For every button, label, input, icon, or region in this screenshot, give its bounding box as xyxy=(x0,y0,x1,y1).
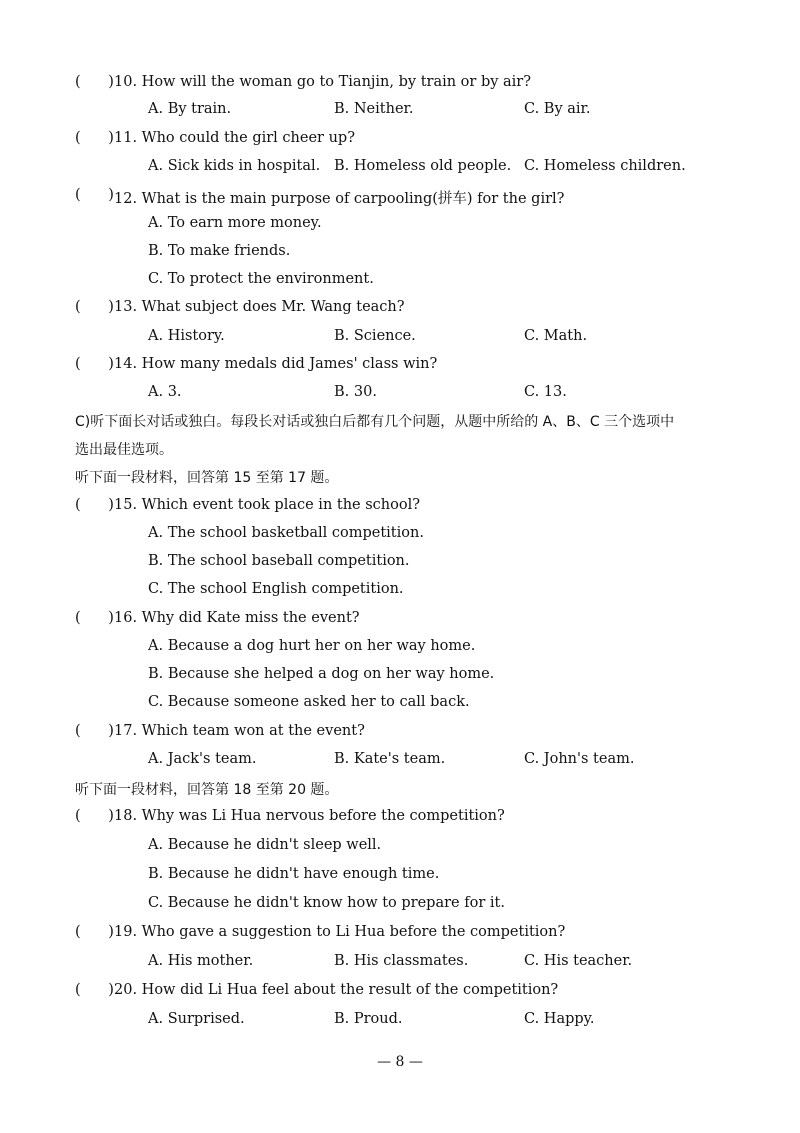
answer-blank[interactable]: ( ) xyxy=(75,723,114,739)
option-c: C. Homeless children. xyxy=(524,158,686,174)
answer-blank[interactable]: ( ) xyxy=(75,356,114,372)
question-text: 11. Who could the girl cheer up? xyxy=(114,130,355,146)
option-b: B. 30. xyxy=(334,384,377,400)
option-b: B. Proud. xyxy=(334,1011,403,1027)
option-b: B. Neither. xyxy=(334,101,414,117)
option-c: C. His teacher. xyxy=(524,953,633,969)
option-a: A. Surprised. xyxy=(148,1011,245,1027)
section-c-instruction-cont: 选出最佳选项。 xyxy=(75,442,173,458)
option-c: C. By air. xyxy=(524,101,591,117)
question-text: 15. Which event took place in the school? xyxy=(114,497,421,513)
option-c: C. Because he didn't know how to prepare for it. xyxy=(148,895,505,911)
option-b: B. His classmates. xyxy=(334,953,469,969)
option-a: A. His mother. xyxy=(148,953,254,969)
answer-blank[interactable]: ( ) xyxy=(75,74,114,90)
option-c: C. John's team. xyxy=(524,751,635,767)
option-c: C. 13. xyxy=(524,384,567,400)
option-a: A. 3. xyxy=(148,384,182,400)
option-b: B. Kate's team. xyxy=(334,751,446,767)
question-text: 20. How did Li Hua feel about the result of the competition? xyxy=(114,982,559,998)
answer-blank[interactable]: ( ) xyxy=(75,610,114,626)
option-a: A. History. xyxy=(148,328,225,344)
option-c: C. Happy. xyxy=(524,1011,595,1027)
option-a: A. To earn more money. xyxy=(148,215,322,231)
group-instruction: 听下面一段材料，回答第 15 至第 17 题。 xyxy=(75,470,339,486)
option-c: C. The school English competition. xyxy=(148,581,404,597)
option-a: A. The school basketball competition. xyxy=(148,525,424,541)
question-text: 10. How will the woman go to Tianjin, by train or by air? xyxy=(114,74,532,90)
answer-blank[interactable]: ( ) xyxy=(75,497,114,513)
question-text: 16. Why did Kate miss the event? xyxy=(114,610,360,626)
question-text: 17. Which team won at the event? xyxy=(114,723,365,739)
option-b: B. To make friends. xyxy=(148,243,291,259)
option-b: B. Homeless old people. xyxy=(334,158,512,174)
question-text: 13. What subject does Mr. Wang teach? xyxy=(114,299,405,315)
section-c-instruction: C)听下面长对话或独白。每段长对话或独白后都有几个问题，从题中所给的 A、B、C 三个选项中 xyxy=(75,414,675,430)
answer-blank[interactable]: ( ) xyxy=(75,187,114,203)
answer-blank[interactable]: ( ) xyxy=(75,130,114,146)
option-b: B. Science. xyxy=(334,328,416,344)
question-text: 14. How many medals did James' class win? xyxy=(114,356,438,372)
option-c: C. Math. xyxy=(524,328,588,344)
question-text: 12. What is the main purpose of carpooling(拼车) for the girl? xyxy=(114,191,565,207)
option-b: B. Because he didn't have enough time. xyxy=(148,866,440,882)
option-a: A. Because a dog hurt her on her way home. xyxy=(148,638,476,654)
option-c: C. To protect the environment. xyxy=(148,271,374,287)
option-a: A. Because he didn't sleep well. xyxy=(148,837,382,853)
option-a: A. Sick kids in hospital. xyxy=(148,158,321,174)
question-text: 19. Who gave a suggestion to Li Hua before the competition? xyxy=(114,924,566,940)
answer-blank[interactable]: ( ) xyxy=(75,982,114,998)
option-a: A. Jack's team. xyxy=(148,751,257,767)
option-b: B. Because she helped a dog on her way home. xyxy=(148,666,495,682)
page-number: — 8 — xyxy=(377,1054,423,1070)
option-c: C. Because someone asked her to call back. xyxy=(148,694,470,710)
question-text: 18. Why was Li Hua nervous before the competition? xyxy=(114,808,505,824)
answer-blank[interactable]: ( ) xyxy=(75,924,114,940)
option-b: B. The school baseball competition. xyxy=(148,553,410,569)
option-a: A. By train. xyxy=(148,101,232,117)
answer-blank[interactable]: ( ) xyxy=(75,299,114,315)
answer-blank[interactable]: ( ) xyxy=(75,808,114,824)
group-instruction: 听下面一段材料，回答第 18 至第 20 题。 xyxy=(75,782,339,798)
